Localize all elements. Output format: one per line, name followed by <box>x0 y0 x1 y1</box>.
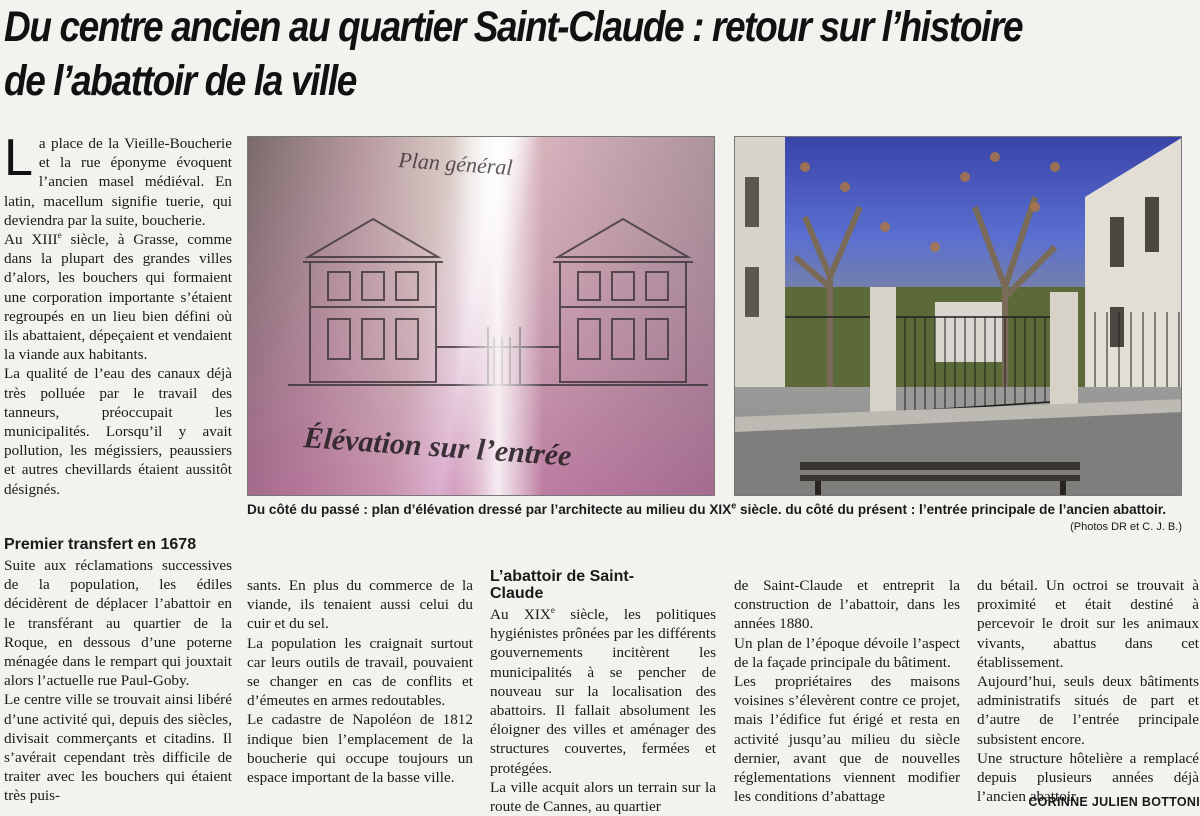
column-3 <box>490 568 716 816</box>
paragraph: Une structure hôtelière a remplacé depuis plusieurs années déjà l’ancien abattoir. <box>977 749 1199 806</box>
column-5 <box>977 576 1199 806</box>
paragraph: sants. En plus du commerce de la viande, ils tenaient aussi celui du cuir et du sel. <box>247 577 473 633</box>
section-subhead: L’abattoir de Saint-Claude <box>490 568 635 602</box>
paragraph: Suite aux réclamations successives de la population, les édiles décidèrent de déplacer l’abattoir en le transférant au quartier de la Roque, en dessous d’une poterne ménagée dans le rempart qui jouxtait alors l’actuelle rue Paul-Goby. <box>4 557 232 690</box>
column-1-lower <box>4 536 232 806</box>
paragraph: Le cadastre de Napoléon de 1812 indique bien l’emplacement de la boucherie qui occupe toujours un espace important de la basse ville. <box>247 711 473 787</box>
column-1 <box>4 129 233 499</box>
plan-title: Plan général <box>397 147 514 180</box>
section-subhead: Premier transfert en 1678 <box>4 536 197 553</box>
elevation-plan-photo <box>247 136 715 496</box>
column-4 <box>734 576 960 806</box>
paragraph: Au XIIIe siècle, à Grasse, comme dans la plupart des grandes villes d’alors, les bouchers qui formaient une corporation importante s’étaient regroupés en un lieu bien défini où ils abattaient, dépeçaient et vendaient la viande aux habitants. <box>4 229 233 364</box>
paragraph: de Saint-Claude et entreprit la construction de l’abattoir, dans les années 1880. <box>734 577 960 633</box>
elevation-drawing <box>248 137 715 496</box>
photo-caption: Du côté du passé : plan d’élévation dressé par l’architecte au milieu du XIXe siècle. du côté du présent : l’entrée principale de l’ancien abattoir. <box>247 500 1167 517</box>
column-2 <box>247 576 473 787</box>
abattoir-entrance-photo <box>734 136 1182 496</box>
paragraph: Aujourd’hui, seuls deux bâtiments administratifs situés de part et d’autre de l’entrée principale subsistent encore. <box>977 673 1199 748</box>
article-headline <box>4 0 1191 108</box>
headline-line-2: de l’abattoir de la ville <box>4 57 356 105</box>
author-byline: CORINNE JULIEN BOTTONI <box>1028 795 1200 809</box>
paragraph: a place de la Vieille-Boucherie et la rue éponyme évoquent l’ancien masel médiéval. En latin, macellum signifie tuerie, qui deviendra par la suite, boucherie. <box>4 135 232 229</box>
paragraph: La qualité de l’eau des canaux déjà très polluée par le travail des tanneurs, préoccupait les municipalités. Lorsqu’il y avait pollution, les mégissiers, peaussiers et autres chevillards étaient aussitôt désignés. <box>4 365 232 498</box>
paragraph: Les propriétaires des maisons voisines s’élevèrent contre ce projet, mais l’édifice fut érigé et resta en activité jusqu’au milieu du siècle dernier, avant que de nouvelles réglementations viennent modifier les conditions d’abattage <box>734 673 960 806</box>
paragraph: Au XIXe siècle, les politiques hygiénistes prônées par les différents gouvernements incitèrent les municipalités à se pencher de nouveau sur la localisation des abattoirs. Il fallait absolument les éloigner des villes et aménager des structures couvertes, fermées et protégées. <box>490 604 716 777</box>
paragraph: du bétail. Un octroi se trouvait à proximité et était destiné à percevoir le droit sur les animaux vivants, abattus dans cet établissement. <box>977 577 1199 671</box>
photo-credit: (Photos DR et C. J. B.) <box>1070 521 1182 533</box>
plan-label: Élévation sur l’entrée <box>302 421 573 473</box>
drop-cap: L <box>4 129 33 187</box>
paragraph: La ville acquit alors un terrain sur la route de Cannes, au quartier <box>490 778 716 816</box>
paragraph: Le centre ville se trouvait ainsi libéré d’une activité qui, depuis des siècles, divisait commerçants et citadins. Il s’avérait cependant très difficile de traiter avec les bouchers qui étaient très puis- <box>4 691 232 805</box>
paragraph: La population les craignait surtout car leurs outils de travail, pouvaient se changer en cas de conflits et d’émeutes en armes redoutables. <box>247 634 473 710</box>
paragraph: Un plan de l’époque dévoile l’aspect de la façade principale du bâtiment. <box>734 634 960 671</box>
entrance-scene <box>735 137 1182 496</box>
headline-line-1: Du centre ancien au quartier Saint-Claude : retour sur l’histoire <box>4 3 1023 51</box>
